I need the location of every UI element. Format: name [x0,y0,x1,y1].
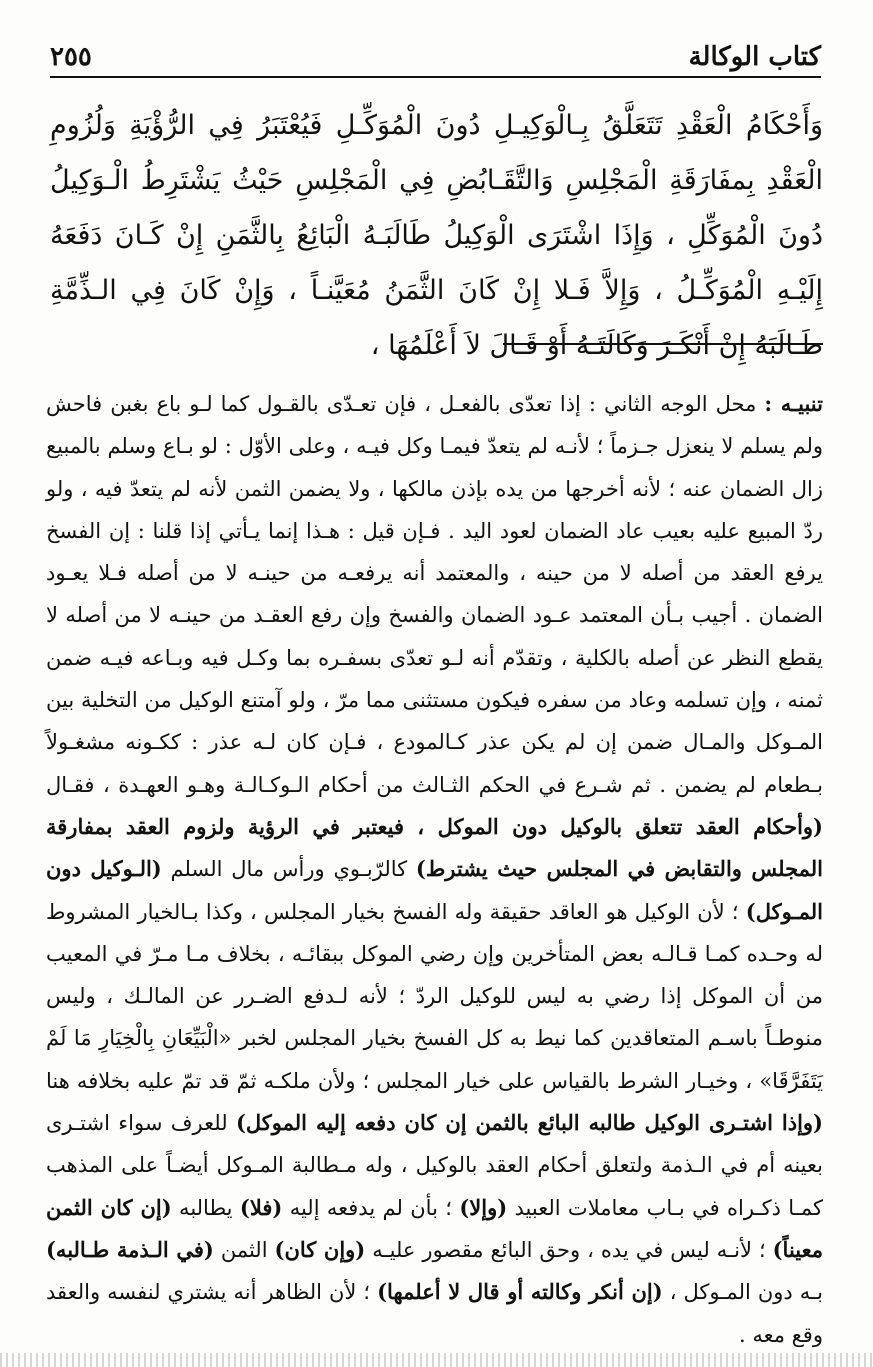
commentary-text: الثمن [213,1237,275,1262]
commentary-text: ؛ لأن الظاهر أنه يشتري لنفسه والعقد وقع معه . [46,1280,823,1347]
commentary-text: ؛ لأنـه ليس في يده ، وحق البائع مقصور عليـه [365,1237,773,1262]
note-label: تنبيـه : [764,391,823,416]
page-header [50,36,821,78]
commentary-text: ؛ لأن الوكيل هو العاقد حقيقة وله الفسخ بخيار المجلس ، وكذا بـالخيار المشروط له وحـده كمـا قـالـه بعض المتأخرين وإن رضي الموكل ببقائـه ، بخلاف مـا مـرّ في المعيب من أن الموكل إذا رضي به ليس للوكيل الردّ ؛ لأنه لـدفع الضـرر عن المالـك ، وليس منوطـاً باسـم المتعاقدين كما نيط به كل الفسخ بخيار المجلس لخبر «الْبَيِّعَانِ بِالْخِيَارِ مَا لَمْ يَتَفَرَّقَا» ، وخيـار الشرط بالقياس على خيار المجلس ؛ ولأن ملكـه ثمّ قد تمّ عليه بخلافه هنا [46,899,823,1093]
quoted-matn: (فلا) [239,1194,283,1220]
quoted-matn: (في الـذمة طـالبه) [46,1236,214,1262]
commentary-text: يطالبه [171,1195,240,1220]
quoted-matn: (وأحكام العقد تتعلق بالوكيل دون الموكل ، فيعتبر في الرؤية ولزوم العقد بمفارقة المجلس والتقابض في المجلس حيث يشترط) [46,813,823,882]
quoted-matn: (وإلا) [459,1194,508,1220]
separator-line [503,343,823,345]
commentary-paragraph [46,383,823,1356]
main-text [50,98,823,373]
commentary-text: للعرف سواء اشتـرى بعينه أم في الـذمة ولتعلق أحكام العقد بالوكيل ، وله مـطالبة المـوكل أيضـاً على المذهب كمـا ذكـراه في بـاب معاملات العبيد [46,1111,823,1220]
quoted-matn: (الـوكيل دون المـوكل) [46,856,823,924]
quoted-matn: (إن كان الثمن معيناً) [46,1194,824,1262]
quoted-matn: (وإذا اشتـرى الوكيل طالبه البائع بالثمن إن كان دفعه إليه الموكل) [235,1110,823,1136]
commentary-text: بـه دون المـوكل ، [662,1280,824,1305]
matn-paragraph: وَأَحْكَامُ الْعَقْدِ تَتَعَلَّقُ بِـالْوَكِيـلِ دُونَ الْمُوَكِّـلِ فَيُعْتَبَرُ فِي الرُّؤْيَةِ وَلُزُومِ الْعَقْدِ بِمفَارَقَةِ الْمَجْلِسِ وَالتَّقَـابُضِ فِي الْمَجْلِسِ حَيْثُ يَشْتَرِطُ الْـوَكِيلُ دُونَ الْمُوَكِّلِ ، وَإِذَا اشْتَرَى الْوَكِيلُ طَالَبَـهُ الْبَائِعُ بِالثَّمَنِ إِنْ كَـانَ دَفَعَهُ إِلَيْـهِ الْمُوَكِّـلُ ، وَإِلاَّ فَـلا إِنْ كَانَ الثَّمَنُ مُعَيَّنـاً ، وَإِنْ كَانَ فِي الـذِّمَّةِ طَـالَبَهُ إِنْ أَنْكَـرَ وَكَالَتَـهُ أَوْ قَـالَ لاَ أَعْلَمُهَا ، [50,110,823,361]
page-number: ٢٥٥ [50,42,92,72]
chapter-title: كتاب الوكالة [688,42,821,72]
quoted-matn: (وإن كان) [274,1236,366,1262]
quoted-matn: (إن أنكر وكالته أو قال لا أعلمها) [377,1279,663,1305]
commentary-text: كالرّبـوي ورأس مال السلم [161,857,416,882]
scan-edge-decoration [0,1353,873,1367]
commentary [46,383,823,1356]
commentary-text: ؛ بأن لم يدفعه إليه [282,1195,460,1220]
commentary-text: محل الوجه الثاني : إذا تعدّى بالفعـل ، فإن تعـدّى بالقـول كما لـو باع بغبن فاحش ولم يسلم لا ينعزل جـزماً ؛ لأنـه لم يتعدّ فيمـا وكل فيـه ، وعلى الأوّل : لو بـاع وسلم بالمبيع زال الضمان عنه ؛ لأنه أخرجها من يده بإذن مالكها ، ولا يضمن الثمن لأنه لم يتعدّ فيه ، ولو ردّ المبيع عليه بعيب عاد الضمان لعود اليد . فـإن قيل : هـذا إنما يـأتي إذا قلنا : إن الفسخ يرفع العقد من أصله لا من حينه ، والمعتمد أنه يرفعـه من حينـه لا من أصله فـلا يعـود الضمان . أجيب بـأن المعتمد عـود الضمان والفسخ وإن رفع العقـد من حينـه لا من أصله لا يقطع النظر عن أصله بالكلية ، وتقدّم أنه لـو تعدّى بسفـره بما وكـل فيه وبـاعه فيـه ضمن ثمنه ، وإن تسلمه وعاد من سفره فيكون مستثنى مما مرّ ، ولو آمتنع الوكيل من التخلية بين المـوكل والمـال ضمن إن لم يكن عذر كـالمودع ، فـإن كان لـه عذر : ككـونه مشغـولاً بـطعام لم يضمن . ثم شـرع في الحكم الثـالث من أحكام الـوكـالـة وهـو العهـدة ، فقـال [46,392,823,797]
